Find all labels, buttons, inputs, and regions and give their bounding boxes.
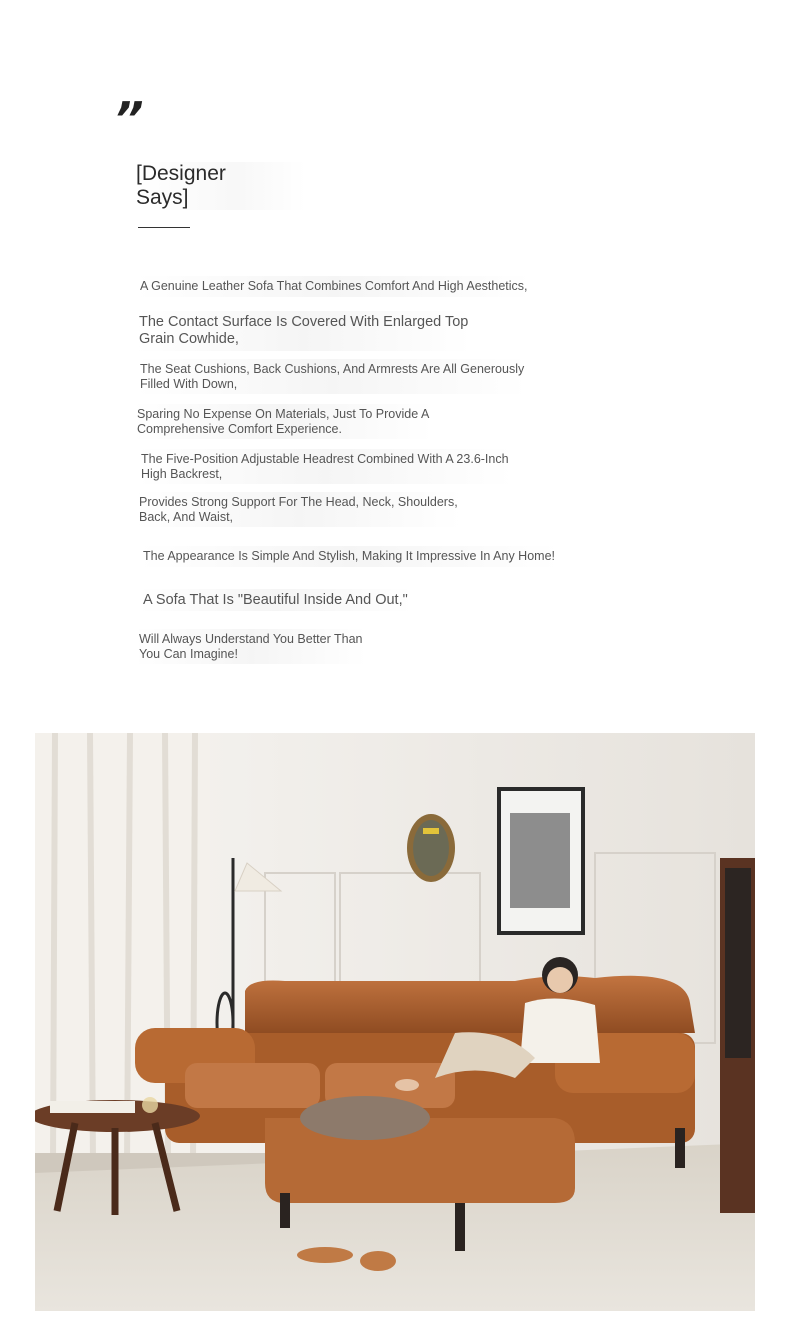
description-line-1: A Genuine Leather Sofa That Combines Comfort And High Aesthetics,: [136, 276, 532, 297]
description-line-9: Will Always Understand You Better Than You Can Imagine!: [135, 629, 367, 664]
description-line-4: Sparing No Expense On Materials, Just To Provide A Comprehensive Comfort Experience.: [133, 404, 433, 439]
section-title: [Designer Says]: [136, 162, 306, 210]
description-line-6: Provides Strong Support For The Head, Neck, Shoulders, Back, And Waist,: [135, 492, 462, 527]
description-line-5: The Five-Position Adjustable Headrest Combined With A 23.6-Inch High Backrest,: [137, 449, 513, 484]
quote-mark-icon: ”: [114, 92, 140, 146]
description-line-3: The Seat Cushions, Back Cushions, And Armrests Are All Generously Filled With Down,: [136, 359, 528, 394]
sofa-lifestyle-photo: [35, 733, 755, 1311]
description-line-7: The Appearance Is Simple And Stylish, Making It Impressive In Any Home!: [139, 546, 559, 567]
description-line-8: A Sofa That Is "Beautiful Inside And Out,": [139, 589, 412, 611]
description-line-2: The Contact Surface Is Covered With Enlarged Top Grain Cowhide,: [135, 311, 472, 351]
title-divider: [138, 227, 190, 228]
